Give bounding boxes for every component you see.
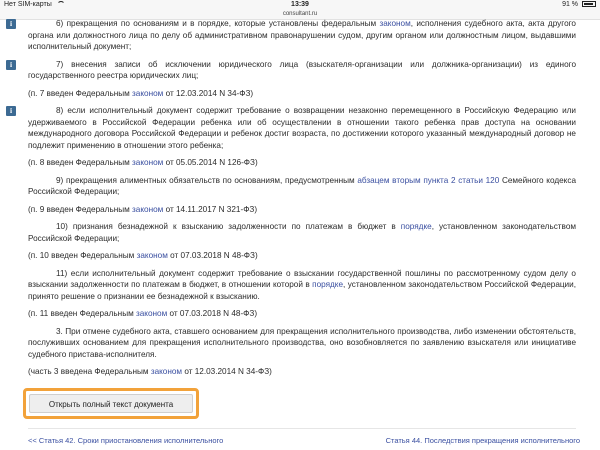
paragraph-text <box>28 175 576 198</box>
text-run: (часть 3 введена Федеральным <box>28 367 151 376</box>
text-run: от 12.03.2014 N 34-ФЗ) <box>163 88 254 98</box>
info-icon[interactable]: i <box>6 19 16 29</box>
open-full-text-button[interactable]: Открыть полный текст документа <box>29 394 193 413</box>
amendment-note <box>28 250 576 262</box>
paragraph-text <box>28 59 576 82</box>
url-text: consultant.ru <box>282 11 318 17</box>
law-link[interactable]: порядке <box>312 280 344 289</box>
paragraph-text <box>28 18 576 53</box>
text-run: 10) признания безнадежной к взысканию задолженности по платежам в бюджет в <box>56 222 401 231</box>
amendment-note <box>28 88 576 100</box>
info-icon[interactable]: i <box>6 106 16 116</box>
text-run: , установленном законодательством Российской Федерации; <box>28 222 576 243</box>
law-link[interactable]: абзацем вторым пункта 2 статьи 120 <box>357 175 500 185</box>
paragraph-p9 <box>28 175 576 198</box>
text-run: от 05.05.2014 N 126-ФЗ) <box>163 158 258 167</box>
amendment-note <box>28 204 576 216</box>
law-link[interactable]: законом <box>135 309 168 318</box>
open-full-text-button-focus-ring <box>23 388 199 419</box>
law-link[interactable]: законом <box>136 251 168 260</box>
text-run: (п. 7 введен Федеральным <box>28 88 133 98</box>
paragraph-p7 <box>9 59 576 82</box>
info-icon[interactable]: i <box>6 60 16 70</box>
text-run: Семейного кодекса Российской Федерации; <box>28 175 577 196</box>
paragraph-text <box>28 268 576 303</box>
text-run: 7) внесения записи об исключении юридического лица (взыскателя-организации или должника-организации) из единого государственного реестра юридических лиц; <box>28 59 576 80</box>
text-run: 3. При отмене судебного акта, ставшего основанием для прекращения исполнительного производства, либо изменении обстоятельств, послуживших основанием для прекращения исполнительного производства, оно возобновляется по заявлению взыскателя или инициативе судебного пристава-исполнителя. <box>28 326 576 359</box>
paragraph-p6 <box>9 18 576 53</box>
clock: 13:39 <box>291 1 309 8</box>
amendment-note <box>28 308 576 320</box>
text-run: 6) прекращения по основаниям и в порядке, которые установлены федеральным <box>56 19 380 28</box>
text-run: (п. 10 введен Федеральным <box>28 251 137 260</box>
paragraph-text <box>28 221 576 244</box>
text-run: (п. 11 введен Федеральным <box>28 309 136 318</box>
paragraph-part3 <box>28 326 576 361</box>
text-run: 8) если исполнительный документ содержит требование о возвращении незаконно перемещенного в Российскую Федерацию или удерживаемого в Российской Федерации ребенка или об осуществлении в отношении такого ребенка прав доступа на основании международного договора Российской Федерации и ребенок достиг возраста, по достижении которого указанный международный договор не подлежит применению в отношении этого ребенка; <box>28 106 576 150</box>
text-run: от 07.03.2018 N 48-ФЗ) <box>167 309 258 318</box>
text-run: от 14.11.2017 N 321-ФЗ) <box>163 204 258 214</box>
divider <box>28 428 576 429</box>
battery-indicator <box>562 0 596 10</box>
carrier-label: Нет SIM-карты <box>4 1 52 8</box>
text-run: 9) прекращения алиментных обязательств по основаниям, предусмотренным <box>56 175 358 185</box>
law-link[interactable]: законом <box>132 88 164 98</box>
paragraph-text <box>28 326 576 361</box>
law-link[interactable]: законом <box>132 158 164 167</box>
paragraph-p8 <box>9 105 576 151</box>
paragraph-p10 <box>28 221 576 244</box>
amendment-note <box>28 157 576 169</box>
law-link[interactable]: законом <box>150 367 183 376</box>
law-link[interactable]: законом <box>132 204 164 214</box>
amendment-note <box>28 366 576 378</box>
text-run: , исполнения судебного акта, акта другого органа или должностного лица по делу об административном правонарушении судом, другим органом или должностным лицом, выдавшими исполнительный документ; <box>28 19 576 51</box>
battery-icon <box>582 1 596 7</box>
law-link[interactable]: законом <box>379 19 411 28</box>
text-run: от 07.03.2018 N 48-ФЗ) <box>167 251 258 260</box>
text-run: (п. 9 введен Федеральным <box>28 204 133 214</box>
next-article-link[interactable]: Статья 44. Последствия прекращения исполнительного <box>385 436 580 445</box>
text-run: (п. 8 введен Федеральным <box>28 158 133 167</box>
text-run: 11) если исполнительный документ содержит требование о взыскании государственной пошлины по рассмотренному судом делу о взыскании задолженности по платежам в бюджет, в отношении которой в <box>28 268 576 289</box>
battery-label: 91 % <box>562 1 579 8</box>
text-run: , установленном законодательством Российской Федерации, принято решение о признании ее безнадежной к взысканию. <box>28 280 576 301</box>
document-content <box>9 18 577 384</box>
prev-article-link[interactable]: << Статья 42. Сроки приостановления исполнительного <box>28 436 224 445</box>
status-bar <box>0 0 600 10</box>
paragraph-p11 <box>28 268 576 303</box>
text-run: от 12.03.2014 N 34-ФЗ) <box>182 367 272 376</box>
law-link[interactable]: порядке <box>400 222 432 231</box>
paragraph-text <box>28 105 576 151</box>
